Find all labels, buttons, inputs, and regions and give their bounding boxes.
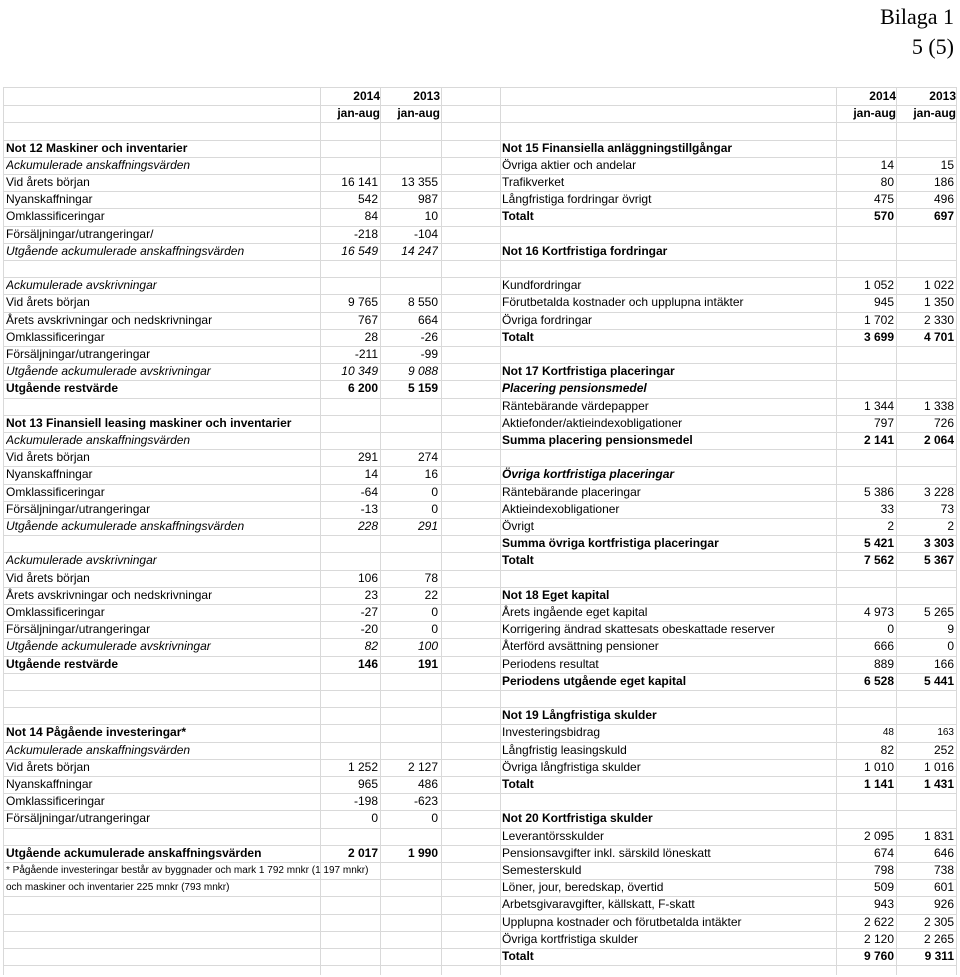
left-row-value-2013: 191 bbox=[417, 656, 438, 671]
right-row-label: Periodens utgående eget kapital bbox=[502, 673, 687, 688]
right-row-value-2013: 2 305 bbox=[923, 914, 954, 929]
right-row-label: Aktiefonder/aktieindexobligationer bbox=[502, 415, 683, 430]
left-row-value-2013: 0 bbox=[431, 605, 438, 619]
left-row-value-2013: -99 bbox=[420, 347, 438, 361]
right-row-value-2013: 1 016 bbox=[923, 759, 954, 774]
left-row-value-2014: -13 bbox=[360, 501, 378, 516]
right-row-value-2014: 14 bbox=[880, 157, 894, 172]
left-row-value-2014: 84 bbox=[364, 209, 378, 224]
right-row-label: Övriga kortfristiga skulder bbox=[502, 931, 639, 946]
left-row-label: Omklassificeringar bbox=[6, 605, 105, 619]
left-row-label: Ackumulerade avskrivningar bbox=[6, 553, 157, 568]
right-row-value-2014: 5 421 bbox=[863, 536, 894, 551]
right-row-label: Återförd avsättning pensioner bbox=[502, 639, 659, 654]
right-row-value-2014: 6 528 bbox=[863, 673, 894, 688]
right-row-label: Korrigering ändrad skattesats obeskattade reserver bbox=[502, 622, 775, 637]
grid-line bbox=[956, 88, 957, 975]
left-row-label: Utgående ackumulerade anskaffningsvärden bbox=[6, 243, 245, 258]
right-row-label: Totalt bbox=[502, 553, 534, 568]
left-row-value-2013: 291 bbox=[417, 519, 438, 533]
left-row-value-2013: 13 355 bbox=[401, 175, 438, 189]
right-row-value-2013: 0 bbox=[947, 639, 954, 654]
left-header-period-2014: jan-aug bbox=[337, 106, 380, 121]
right-row-value-2013: 186 bbox=[933, 175, 954, 189]
right-row-label: Förutbetalda kostnader och upplupna intäkter bbox=[502, 295, 744, 310]
right-row-value-2013: 738 bbox=[933, 863, 954, 877]
left-row-label: och maskiner och inventarier 225 mnkr (793 mnkr) bbox=[6, 882, 230, 894]
left-row-value-2014: -20 bbox=[360, 622, 378, 637]
right-row-label: Summa övriga kortfristiga placeringar bbox=[502, 536, 719, 551]
right-row-label: Övriga långfristiga skulder bbox=[502, 759, 641, 774]
right-row-value-2013: 697 bbox=[933, 209, 954, 224]
left-row-value-2013: 0 bbox=[431, 484, 438, 499]
left-row-label: Ackumulerade anskaffningsvärden bbox=[6, 433, 191, 447]
left-row-value-2014: -27 bbox=[360, 605, 378, 619]
right-row-value-2014: 48 bbox=[882, 727, 894, 739]
right-row-value-2013: 3 303 bbox=[923, 536, 954, 551]
grid-line bbox=[4, 260, 957, 261]
right-row-value-2013: 926 bbox=[933, 897, 954, 912]
left-row-label: Utgående ackumulerade avskrivningar bbox=[6, 639, 211, 654]
right-row-value-2013: 9 bbox=[947, 622, 954, 637]
right-row-value-2013: 2 330 bbox=[923, 312, 954, 327]
right-row-label: Aktieindexobligationer bbox=[502, 501, 620, 516]
left-row-value-2014: 16 141 bbox=[341, 175, 378, 189]
right-row-value-2014: 5 386 bbox=[863, 484, 894, 499]
right-row-label: Övrigt bbox=[502, 519, 535, 533]
right-row-label: Övriga aktier och andelar bbox=[502, 157, 637, 172]
left-row-value-2013: -104 bbox=[413, 226, 438, 241]
right-row-label: Periodens resultat bbox=[502, 656, 599, 671]
left-row-value-2013: 9 088 bbox=[407, 364, 438, 379]
left-row-value-2013: -623 bbox=[413, 794, 438, 809]
left-header-period-2013: jan-aug bbox=[397, 106, 440, 121]
left-row-value-2013: 10 bbox=[424, 209, 438, 224]
left-row-label: Not 14 Pågående investeringar* bbox=[6, 725, 187, 740]
left-row-value-2013: 5 159 bbox=[407, 381, 438, 396]
left-row-value-2014: -198 bbox=[353, 794, 378, 809]
left-header-year-2013: 2013 bbox=[413, 89, 440, 103]
left-row-value-2014: 82 bbox=[364, 639, 378, 654]
right-row-value-2014: 666 bbox=[873, 639, 894, 654]
right-row-value-2013: 252 bbox=[933, 742, 954, 757]
left-row-value-2014: 767 bbox=[357, 312, 378, 327]
right-row-value-2013: 1 338 bbox=[923, 398, 954, 413]
right-row-value-2013: 163 bbox=[937, 727, 954, 739]
left-row-value-2014: 16 549 bbox=[341, 243, 378, 258]
right-row-label: Totalt bbox=[502, 329, 534, 344]
left-row-value-2014: 1 252 bbox=[347, 759, 378, 774]
right-row-value-2014: 2 622 bbox=[863, 914, 894, 929]
right-row-value-2013: 166 bbox=[933, 656, 954, 671]
right-row-label: Not 18 Eget kapital bbox=[502, 587, 610, 602]
left-row-label: Vid årets början bbox=[6, 450, 90, 465]
left-row-label: Omklassificeringar bbox=[6, 329, 105, 344]
right-row-label: Placering pensionsmedel bbox=[502, 381, 647, 396]
left-row-value-2013: 664 bbox=[417, 312, 438, 327]
left-row-label: Försäljningar/utrangeringar/ bbox=[6, 226, 154, 241]
right-row-value-2014: 2 bbox=[887, 519, 894, 533]
left-row-value-2013: 22 bbox=[424, 587, 438, 602]
left-row-label: Vid årets början bbox=[6, 175, 90, 189]
right-row-label: Långfristig leasingskuld bbox=[502, 742, 627, 757]
left-row-value-2014: -218 bbox=[353, 226, 378, 241]
right-row-label: Investeringsbidrag bbox=[502, 725, 601, 740]
left-row-label: Ackumulerade anskaffningsvärden bbox=[6, 157, 191, 172]
right-row-value-2013: 2 064 bbox=[923, 433, 954, 447]
right-row-label: Årets ingående eget kapital bbox=[502, 605, 648, 619]
right-row-value-2014: 2 141 bbox=[863, 433, 894, 447]
left-row-label: Utgående restvärde bbox=[6, 381, 119, 396]
left-row-label: Utgående ackumulerade avskrivningar bbox=[6, 364, 211, 379]
left-row-value-2013: 1 990 bbox=[407, 845, 438, 860]
left-row-label: Omklassificeringar bbox=[6, 794, 105, 809]
right-header-year-2014: 2014 bbox=[869, 89, 896, 103]
right-row-value-2014: 2 095 bbox=[863, 828, 894, 843]
left-row-value-2014: 14 bbox=[364, 467, 378, 482]
right-row-value-2014: 1 141 bbox=[863, 777, 894, 791]
left-row-label: Not 13 Finansiell leasing maskiner och inventarier bbox=[6, 415, 292, 430]
left-row-label: Årets avskrivningar och nedskrivningar bbox=[6, 312, 213, 327]
right-row-value-2014: 798 bbox=[873, 863, 894, 877]
left-row-label: Försäljningar/utrangeringar bbox=[6, 622, 151, 637]
right-row-label: Totalt bbox=[502, 777, 534, 791]
left-row-value-2014: 28 bbox=[364, 329, 378, 344]
left-row-label: Vid årets början bbox=[6, 570, 90, 585]
left-row-label: Försäljningar/utrangeringar bbox=[6, 501, 151, 516]
left-header-year-2014: 2014 bbox=[353, 89, 380, 103]
right-row-label: Not 20 Kortfristiga skulder bbox=[502, 811, 653, 826]
right-row-value-2013: 4 701 bbox=[923, 329, 954, 344]
right-row-label: Övriga kortfristiga placeringar bbox=[502, 467, 675, 482]
grid-line bbox=[441, 88, 442, 975]
left-row-label: Nyanskaffningar bbox=[6, 192, 93, 207]
right-row-value-2014: 1 702 bbox=[863, 312, 894, 327]
left-row-value-2014: 6 200 bbox=[347, 381, 378, 396]
right-row-value-2013: 646 bbox=[933, 845, 954, 860]
financial-notes-table bbox=[3, 87, 957, 975]
right-row-value-2014: 1 344 bbox=[863, 398, 894, 413]
left-row-value-2014: 0 bbox=[371, 811, 378, 826]
left-row-label: Årets avskrivningar och nedskrivningar bbox=[6, 587, 213, 602]
left-row-value-2013: 0 bbox=[431, 622, 438, 637]
left-row-value-2013: 274 bbox=[417, 450, 438, 465]
left-row-label: Ackumulerade anskaffningsvärden bbox=[6, 742, 191, 757]
right-row-value-2013: 1 350 bbox=[923, 295, 954, 310]
grid-line bbox=[500, 88, 501, 975]
right-row-value-2013: 1 022 bbox=[923, 278, 954, 293]
right-row-value-2014: 889 bbox=[873, 656, 894, 671]
right-row-value-2014: 1 052 bbox=[863, 278, 894, 293]
left-row-value-2014: 228 bbox=[357, 519, 378, 533]
right-row-value-2013: 1 431 bbox=[923, 777, 954, 791]
grid-line bbox=[4, 122, 957, 123]
right-row-value-2013: 5 441 bbox=[923, 673, 954, 688]
right-row-label: Not 16 Kortfristiga fordringar bbox=[502, 243, 668, 258]
right-row-value-2014: 570 bbox=[873, 209, 894, 224]
right-row-value-2013: 1 831 bbox=[923, 828, 954, 843]
right-row-value-2013: 5 265 bbox=[923, 605, 954, 619]
page-number: 5 (5) bbox=[911, 34, 954, 59]
right-row-value-2014: 943 bbox=[873, 897, 894, 912]
attachment-title: Bilaga 1 bbox=[880, 4, 954, 29]
left-row-value-2014: 965 bbox=[357, 777, 378, 791]
right-row-label: Trafikverket bbox=[502, 175, 565, 189]
left-row-value-2013: 0 bbox=[431, 501, 438, 516]
left-row-value-2014: 10 349 bbox=[341, 364, 378, 379]
grid-line bbox=[4, 690, 957, 691]
right-row-value-2014: 7 562 bbox=[863, 553, 894, 568]
right-row-value-2013: 601 bbox=[933, 880, 954, 895]
right-row-value-2014: 674 bbox=[873, 845, 894, 860]
left-row-value-2014: 291 bbox=[357, 450, 378, 465]
left-row-value-2014: 146 bbox=[357, 656, 378, 671]
right-row-label: Not 15 Finansiella anläggningstillgångar bbox=[502, 140, 733, 155]
left-row-label: Nyanskaffningar bbox=[6, 777, 93, 791]
document-header bbox=[880, 2, 954, 62]
right-row-value-2013: 15 bbox=[940, 157, 954, 172]
right-row-value-2014: 33 bbox=[880, 501, 894, 516]
right-row-label: Räntebärande värdepapper bbox=[502, 398, 649, 413]
right-row-label: Summa placering pensionsmedel bbox=[502, 433, 693, 447]
right-row-label: Totalt bbox=[502, 949, 534, 963]
left-row-value-2014: 9 765 bbox=[347, 295, 378, 310]
right-row-value-2014: 1 010 bbox=[863, 759, 894, 774]
grid-line bbox=[4, 105, 957, 106]
right-row-label: Semesterskuld bbox=[502, 863, 582, 877]
right-row-label: Arbetsgivaravgifter, källskatt, F-skatt bbox=[502, 897, 695, 912]
left-row-label: Försäljningar/utrangeringar bbox=[6, 347, 151, 361]
left-row-label: * Pågående investeringar består av byggnader och mark 1 792 mnkr (1 197 mnkr) bbox=[6, 865, 369, 876]
left-row-value-2013: 486 bbox=[417, 777, 438, 791]
right-row-value-2013: 9 311 bbox=[924, 949, 954, 963]
left-row-value-2014: -211 bbox=[354, 347, 378, 361]
left-row-value-2013: 14 247 bbox=[401, 243, 438, 258]
right-header-period-2013: jan-aug bbox=[913, 106, 956, 121]
right-row-value-2013: 726 bbox=[933, 415, 954, 430]
right-row-label: Övriga fordringar bbox=[502, 312, 593, 327]
left-row-value-2013: 100 bbox=[417, 639, 438, 654]
right-row-value-2013: 2 bbox=[947, 519, 954, 533]
left-row-value-2013: -26 bbox=[420, 329, 438, 344]
right-row-value-2014: 3 699 bbox=[863, 329, 894, 344]
left-row-label: Nyanskaffningar bbox=[6, 467, 93, 482]
right-row-value-2013: 73 bbox=[940, 501, 954, 516]
right-row-label: Not 19 Långfristiga skulder bbox=[502, 708, 657, 723]
left-row-value-2013: 16 bbox=[424, 467, 438, 482]
right-row-value-2014: 797 bbox=[873, 415, 894, 430]
right-row-value-2014: 2 120 bbox=[863, 931, 894, 946]
left-row-label: Försäljningar/utrangeringar bbox=[6, 811, 151, 826]
right-row-label: Långfristiga fordringar övrigt bbox=[502, 192, 652, 207]
right-row-value-2013: 2 265 bbox=[923, 931, 954, 946]
right-row-value-2014: 0 bbox=[887, 622, 894, 637]
right-row-label: Upplupna kostnader och förutbetalda intäkter bbox=[502, 914, 742, 929]
left-row-value-2014: 23 bbox=[364, 587, 378, 602]
left-row-value-2013: 2 127 bbox=[407, 759, 438, 774]
left-row-value-2013: 78 bbox=[424, 570, 438, 585]
right-row-label: Pensionsavgifter inkl. särskild löneskatt bbox=[502, 845, 711, 860]
left-row-label: Ackumulerade avskrivningar bbox=[6, 278, 157, 293]
right-row-value-2014: 80 bbox=[880, 175, 894, 189]
right-row-label: Kundfordringar bbox=[502, 278, 582, 293]
right-row-value-2014: 509 bbox=[873, 880, 894, 895]
left-row-value-2013: 8 550 bbox=[407, 295, 438, 310]
left-row-value-2013: 0 bbox=[431, 811, 438, 826]
grid-line bbox=[4, 965, 957, 966]
right-row-value-2013: 3 228 bbox=[923, 484, 954, 499]
left-row-label: Vid årets början bbox=[6, 759, 90, 774]
left-row-value-2014: 542 bbox=[357, 192, 378, 207]
left-row-value-2014: -64 bbox=[360, 484, 378, 499]
right-row-label: Räntebärande placeringar bbox=[502, 484, 641, 499]
right-row-value-2014: 945 bbox=[873, 295, 894, 310]
right-row-value-2013: 496 bbox=[933, 192, 954, 207]
left-row-label: Vid årets början bbox=[6, 295, 90, 310]
left-row-label: Utgående ackumulerade anskaffningsvärden bbox=[6, 845, 262, 860]
right-row-value-2014: 82 bbox=[880, 742, 894, 757]
right-row-value-2014: 475 bbox=[873, 192, 894, 207]
right-row-value-2014: 9 760 bbox=[863, 949, 894, 963]
right-row-label: Leverantörsskulder bbox=[502, 828, 605, 843]
left-row-label: Omklassificeringar bbox=[6, 484, 105, 499]
left-row-value-2014: 2 017 bbox=[347, 845, 378, 860]
right-header-year-2013: 2013 bbox=[929, 89, 956, 103]
right-row-label: Not 17 Kortfristiga placeringar bbox=[502, 364, 675, 379]
right-header-period-2014: jan-aug bbox=[853, 106, 896, 121]
left-row-label: Utgående ackumulerade anskaffningsvärden bbox=[6, 519, 245, 533]
right-row-label: Totalt bbox=[502, 209, 534, 224]
left-row-value-2013: 987 bbox=[417, 192, 438, 207]
right-row-label: Löner, jour, beredskap, övertid bbox=[502, 880, 664, 895]
left-row-label: Not 12 Maskiner och inventarier bbox=[6, 140, 188, 155]
right-row-value-2014: 4 973 bbox=[863, 605, 894, 619]
left-row-label: Utgående restvärde bbox=[6, 656, 119, 671]
left-row-value-2014: 106 bbox=[357, 570, 378, 585]
right-row-value-2013: 5 367 bbox=[923, 553, 954, 568]
left-row-label: Omklassificeringar bbox=[6, 209, 105, 224]
